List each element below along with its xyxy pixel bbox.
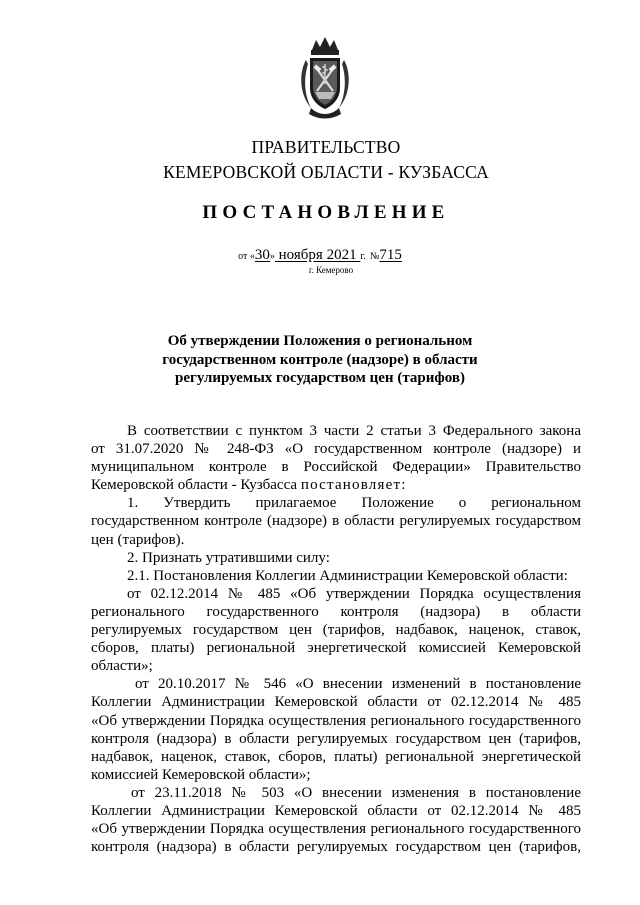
body-line: Коллегии Администрации Кемеровской области от 02.12.2014 № 485 — [91, 802, 581, 819]
title-line: регулируемых государством цен (тарифов) — [175, 370, 465, 386]
date-year-suffix: г. — [360, 251, 366, 262]
title-line: Об утверждении Положения о региональном — [167, 333, 473, 349]
city-name: г. Кемерово — [308, 265, 354, 275]
government-name-line2: КЕМЕРОВСКОЙ ОБЛАСТИ - КУЗБАССА — [163, 162, 489, 182]
body-line: надбавок, наценок, ставок, сборов, платы) региональной энергетической — [91, 748, 581, 765]
document-title — [0, 332, 640, 388]
body-line: «Об утверждении Порядка осуществления регионального государственного — [91, 821, 581, 838]
body-line: контроля (надзора) в области регулируемых государством цен (тарифов, — [91, 839, 581, 856]
body-line: Кемеровской области - Кузбасса постановляет: — [91, 477, 406, 494]
body-line: 2.1. Постановления Коллегии Администрации Кемеровской области: — [127, 567, 568, 584]
title-line: государственном контроле (надзоре) в области — [162, 351, 478, 368]
date-mid: » — [269, 251, 275, 262]
kemerovo-coat-of-arms-icon — [297, 36, 353, 122]
date-month-year: ноября 2021 — [274, 247, 361, 263]
document-date-number — [0, 247, 640, 265]
body-line: сборов, платы) региональной энергетической комиссией Кемеровской — [91, 640, 581, 657]
body-line: 1. Утвердить прилагаемое Положение о региональном — [127, 495, 581, 512]
body-line: от 23.11.2018 № 503 «О внесении изменения в постановление — [131, 784, 581, 801]
document-body — [91, 422, 581, 856]
body-line: от 20.10.2017 № 546 «О внесении изменений в постановление — [135, 676, 581, 693]
document-number: 715 — [379, 247, 402, 263]
body-line: «Об утверждении Порядка осуществления регионального государственного — [91, 712, 581, 729]
body-line: комиссией Кемеровской области»; — [91, 766, 311, 783]
resolves-word: постановляет — [300, 477, 402, 494]
body-line: 2. Признать утратившими силу: — [127, 549, 330, 566]
document-type-heading: ПОСТАНОВЛЕНИЕ — [202, 202, 450, 223]
body-line: муниципальном контроле в Российской Федерации» Правительство — [91, 459, 581, 476]
body-line: государственном контроле (надзоре) в области регулируемых государством — [91, 513, 581, 530]
body-line: цен (тарифов). — [91, 531, 185, 548]
government-name-line1: ПРАВИТЕЛЬСТВО — [251, 137, 401, 157]
body-line: Коллегии Администрации Кемеровской области от 02.12.2014 № 485 — [91, 694, 581, 711]
body-line: от 02.12.2014 № 485 «Об утверждении Порядка осуществления — [127, 585, 581, 602]
number-label: № — [369, 251, 380, 262]
body-line: от 31.07.2020 № 248-ФЗ «О государственном контроле (надзоре) и — [91, 441, 581, 458]
body-line-text: Кемеровской области - Кузбасса — [91, 477, 298, 494]
body-line: В соответствии с пунктом 3 части 2 статьи 3 Федерального закона — [127, 423, 581, 439]
body-line: регулируемых государством цен (тарифов, надбавок, наценок, ставок, — [91, 622, 581, 639]
body-line: контроля (надзора) в области регулируемых государством цен (тарифов, — [91, 730, 581, 747]
date-prefix: от « — [238, 251, 255, 262]
body-line: области»; — [91, 658, 153, 675]
body-line: регионального государственного контроля (надзора) в области — [91, 603, 581, 620]
date-day: 30 — [254, 247, 270, 263]
